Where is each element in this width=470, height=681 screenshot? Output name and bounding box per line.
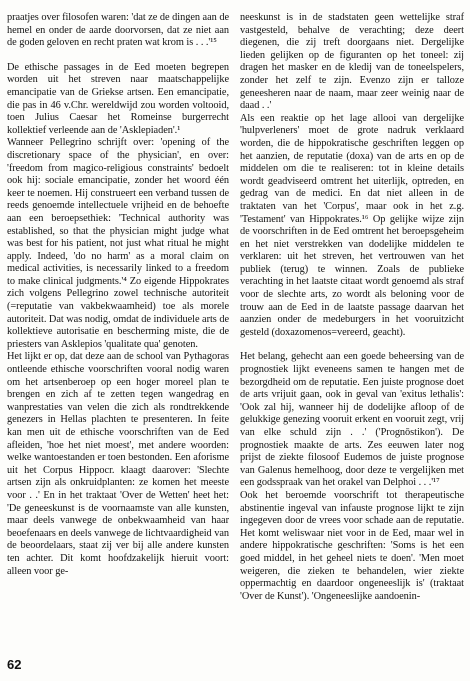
page-number: 62	[7, 657, 22, 672]
paragraph: Het belang, gehecht aan een goede beheersing van de prognostiek lijkt eveneens samen te hangen met de bezorgdheid om de reputatie. Een juiste prognose doet de arts vrijuit gaan, ook in geval van 'exitus lethalis': 'Ook zal hij, wanneer hij de dodelijke afloop of de gelukkige genezing vooruit erkent en vooruit zegt, vrij van elke schuld zijn . .' ('Prognōstikon'). De prognostiek maakte de arts. Zes eeuwen later nog prijst de ziekte filosoof Eudemos de juiste prognose van Galenus hemelhoog, door deze te vergelijken met een godsspraak van het orakel van Delphoi . . .'¹⁷	[240, 351, 464, 489]
paragraph-gap	[7, 50, 229, 62]
paragraph: praatjes over filosofen waren: 'dat ze de dingen aan de hemel en onder de aarde doorvorsen, dat ze niet aan de goden geloven en recht praten wat krom is . . .'¹⁵	[7, 12, 229, 49]
paragraph-gap	[240, 339, 464, 351]
right-text-column	[240, 12, 464, 603]
paragraph: Het lijkt er op, dat deze aan de school van Pythagoras ontleende ethische voorschriften vooral nodig waren om het artsenberoep op een hoger moreel plan te brengen en zich af te zetten tegen wangedrag en wanprestaties van velen die zich als rondtrekkende genezers in Hellas plachten te presenteren. In feite kan men uit de ethische voorschriften van de Eed afleiden, 'hoe het niet moest', met andere woorden: welke wantoestanden er toen bestonden. Een aforisme uit het Corpus Hippocr. klaagt daarover: 'Slechte artsen zijn als onkruidplanten: ze komen het meeste voor . .' En in het traktaat 'Over de Wetten' heet het: 'De geneeskunst is de voornaamste van alle kunsten, maar deels vanwege de onbekwaamheid van haar beoefenaars en deels vanwege de lichtvaardigheid van de beoordelaars, staat zij ver bij alle andere kunsten ten achter. Dit komt hoofdzakelijk hieruit voort: alleen voor ge-	[7, 351, 229, 577]
paragraph: De ethische passages in de Eed moeten begrepen worden uit het streven naar maatschappelijke emancipatie van de Griekse artsen. Een emancipatie, die pas in 46 v.Chr. wereldwijd zou worden voltooid, toen Julius Caesar het Romeinse burgerrecht kollektief verleende aan de 'Asklepiaden'.¹	[7, 61, 229, 136]
paragraph: Als een reaktie op het lage allooi van dergelijke 'hulpverleners' moet de grote nadruk verklaard worden, die de hippokratische geschriften leggen op het aanzien, de reputatie (doxa) van de arts en op de middelen om die te realiseren: tot in kleine details wordt geadviseerd omtrent het uiterlijk, optreden, en gedrag van de medici. En dat niet alleen in de traktaten van het 'Corpus', maar ook in het z.g. 'Testament' van Hippokrates.¹⁶ Op gelijke wijze zijn de voorschriften in de Eed omtrent het beroepsgeheim en het niet verstrekken van dodelijke middelen te verklaren: uit het streven, het vertrouwen van het publiek (terug) te winnen. Zoals de publieke verachting in het laatste citaat wordt genoemd als straf voor de slechte arts, zo wordt als beloning voor de trouw aan de Eed in de laatste passage daarvan het aanzien onder de medeburgers in het vooruitzicht gesteld (doxazomenos=vereerd, geacht).	[240, 112, 464, 338]
paragraph: Wanneer Pellegrino schrijft over: 'opening of the discretionary space of the physician', en over: 'freedom from magico-religious constraints' bedoelt ook hij: sociale emancipatie, zonder het woord één keer te noemen. Hij construeert een verband tussen de reeds genoemde intellectuele vrijheid en de behoefte aan een beroepsethiek: 'Technical authority was established, so that the physician might judge what was best for his patient, not just what ritual he might apply. Indeed, 'do no harm' as a moral claim on medical activities, is necessarily linked to a freedom to make clinical judgments.'⁴ Zo eigende Hippokrates zich volgens Pellegrino zowel technische autoriteit (=reputatie van vakbekwaamheid) toe als morele autoriteit. Dat was nodig, omdat de individuele arts de kollektieve autorisatie en bescherming miste, die de priesters van Asklepios 'qualitate qua' genoten.	[7, 137, 229, 350]
paragraph: neeskunst is in de stadstaten geen wettelijke straf vastgesteld, behalve de verachting; deze deert diegenen, die zij treft doorgaans niet. Dergelijke lieden gelijken op de figuranten op het toneel: zij dragen het masker en de kledij van de toneelspelers, zonder het zelf te zijn. Evenzo zijn er talloze geneesheren naar de naam, maar zeer weinig naar de daad . .'	[240, 12, 464, 112]
left-text-column	[7, 12, 229, 578]
paragraph: Ook het beroemde voorschrift tot therapeutische abstinentie ingeval van infauste prognose lijkt te zijn ingegeven door de vrees voor schade aan de reputatie. Het komt weliswaar niet voor in de Eed, maar wel in andere hippokratische geschriften: 'Soms is het een goed middel, in het geheel niets te doen'. 'Men moet weigeren, die zieken te behandelen, wier ziekte oppermachtig en daardoor ongeneeslijk is' (traktaat 'Over de Kunst'). 'Ongeneeslijke aandoenin-	[240, 489, 464, 602]
